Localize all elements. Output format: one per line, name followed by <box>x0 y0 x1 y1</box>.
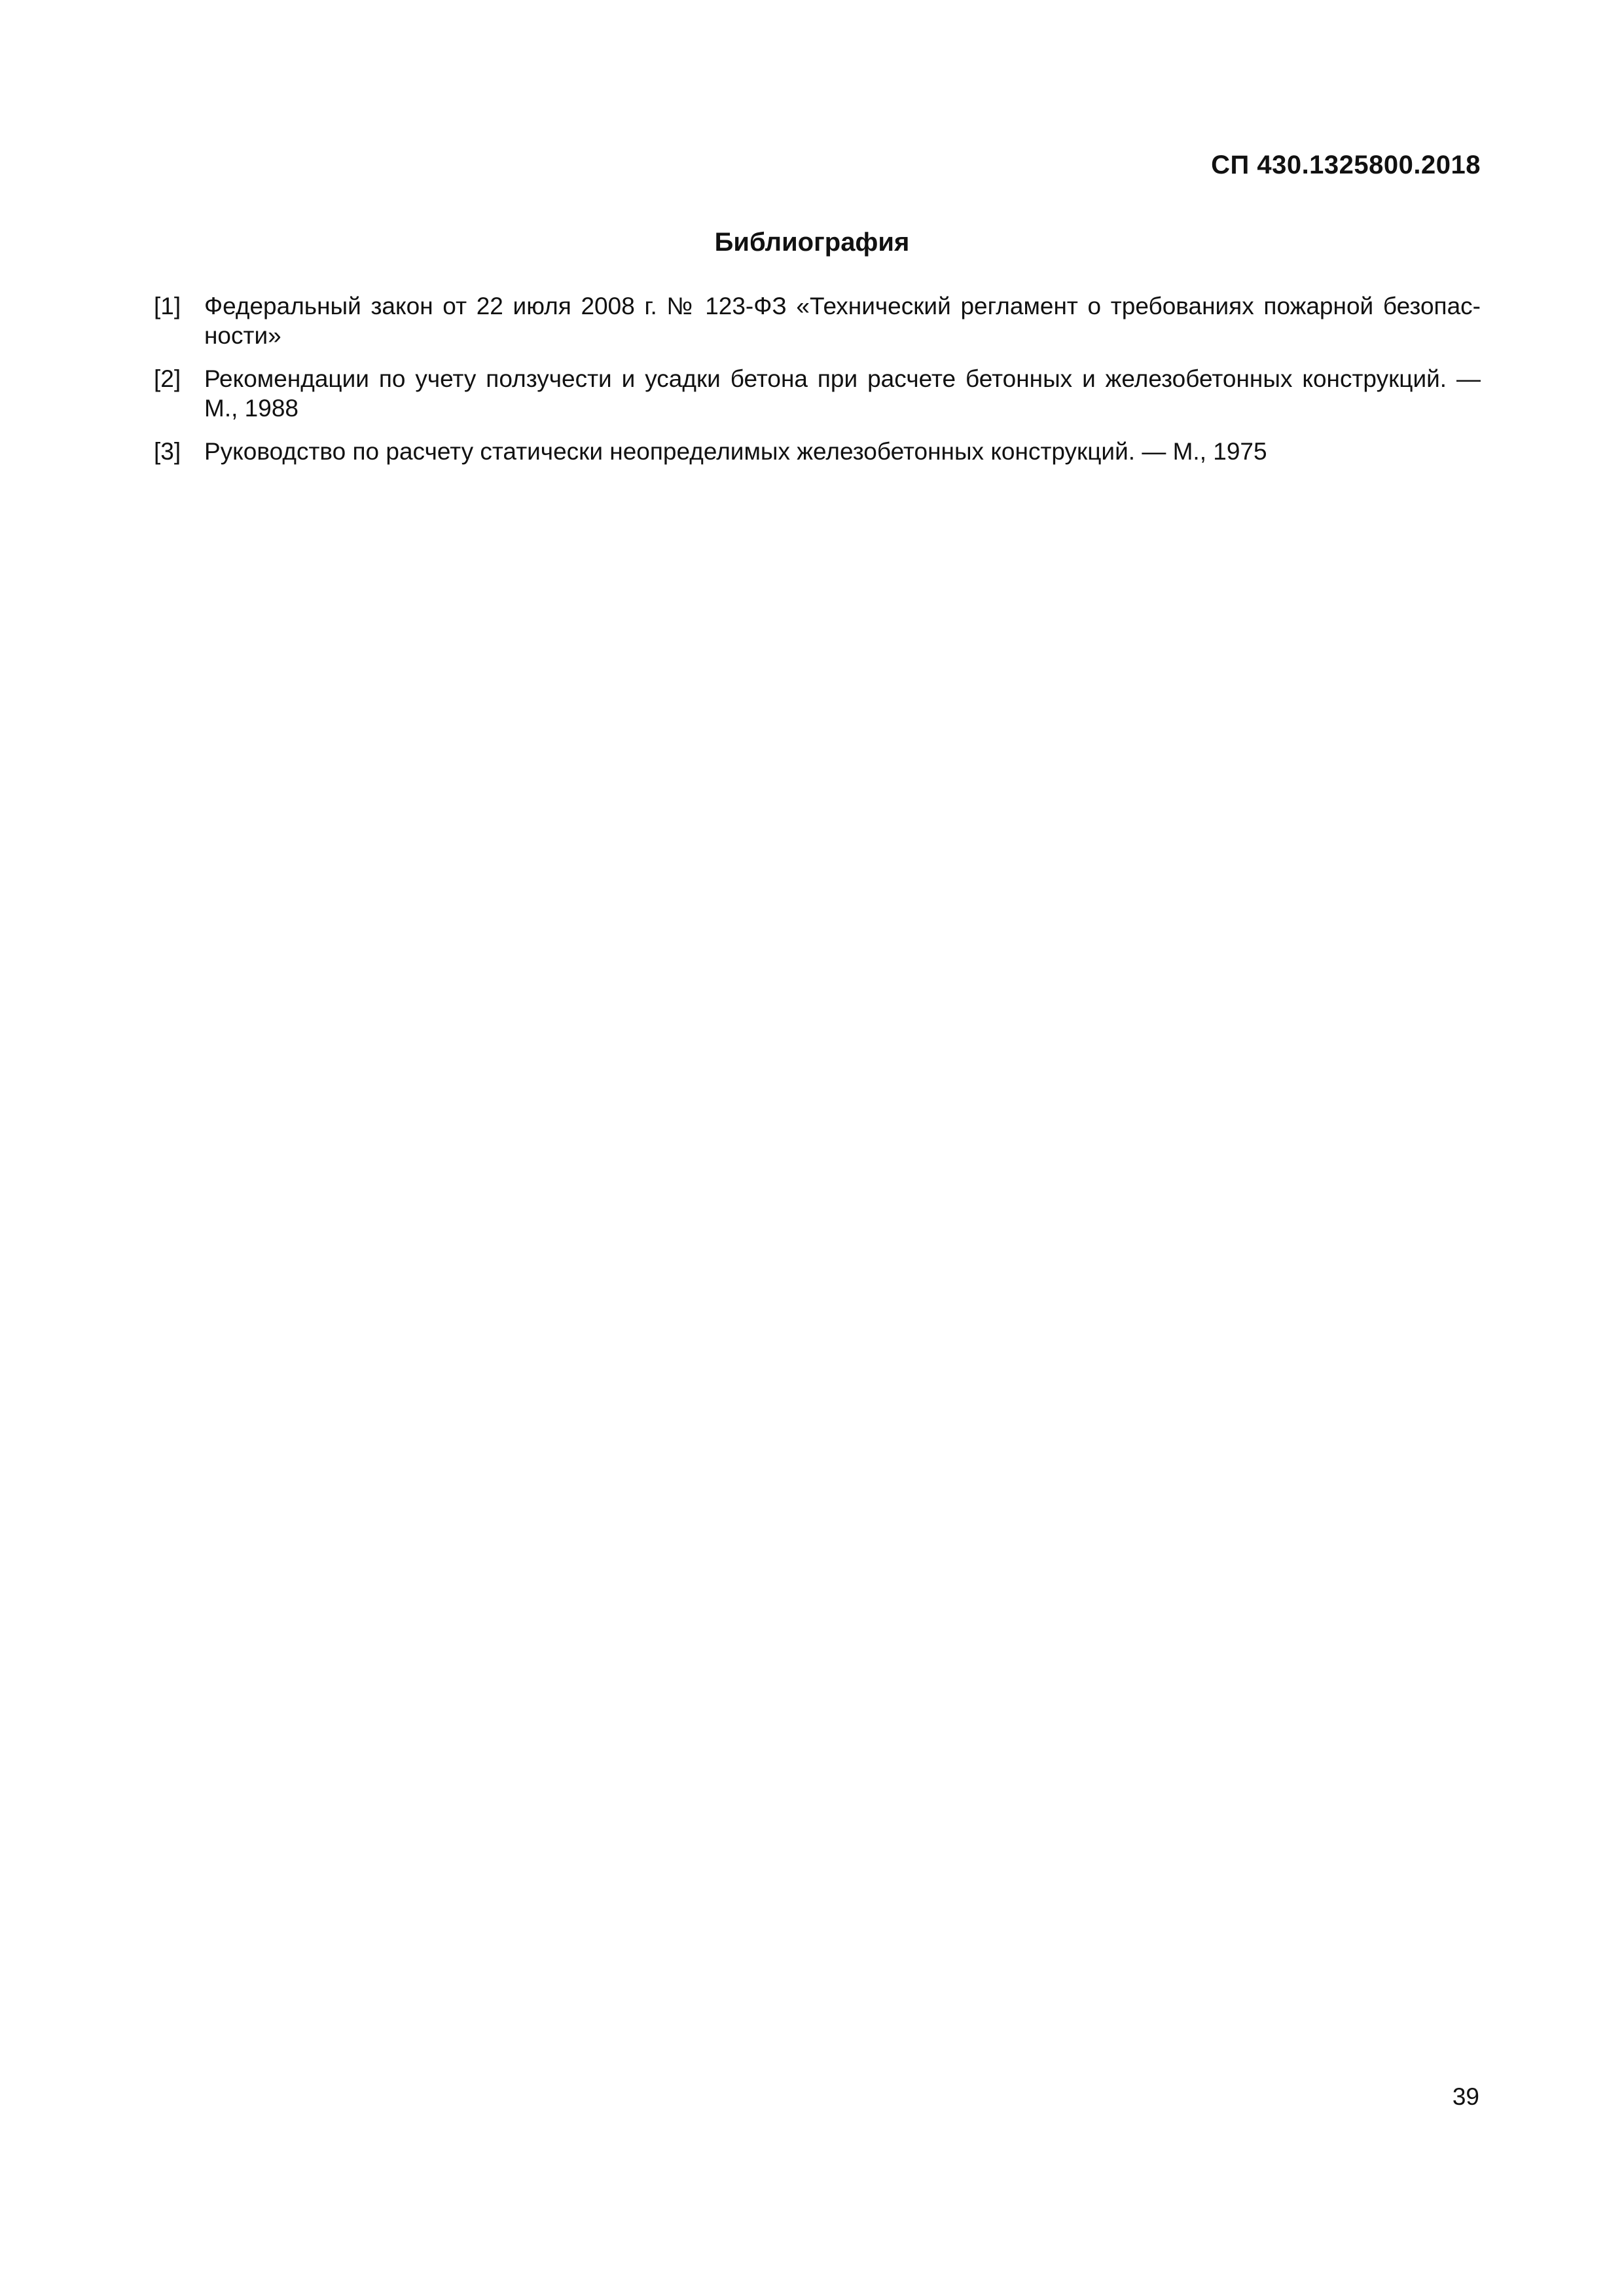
bibliography-item <box>154 364 1481 423</box>
bibliography-list <box>154 291 1481 480</box>
document-code: СП 430.1325800.2018 <box>1211 151 1481 179</box>
bibliography-number: [3] <box>154 438 181 465</box>
bibliography-text: Руководство по расчету статически неопределимых железобетонных конструкций. — М., 1975 <box>204 438 1267 465</box>
bibliography-number: [1] <box>154 293 181 319</box>
bibliography-text: Федеральный закон от 22 июля 2008 г. № 123-ФЗ «Технический регламент о требованиях пожарной безопасности» <box>204 293 1481 349</box>
section-title: Библиография <box>714 228 910 257</box>
bibliography-item <box>154 437 1481 466</box>
page-number: 39 <box>1452 2083 1479 2110</box>
bibliography-text: Рекомендации по учету ползучести и усадки бетона при расчете бетонных и железобетонных конструкций. — М., 1988 <box>204 365 1481 422</box>
bibliography-number: [2] <box>154 365 181 392</box>
bibliography-item <box>154 291 1481 350</box>
